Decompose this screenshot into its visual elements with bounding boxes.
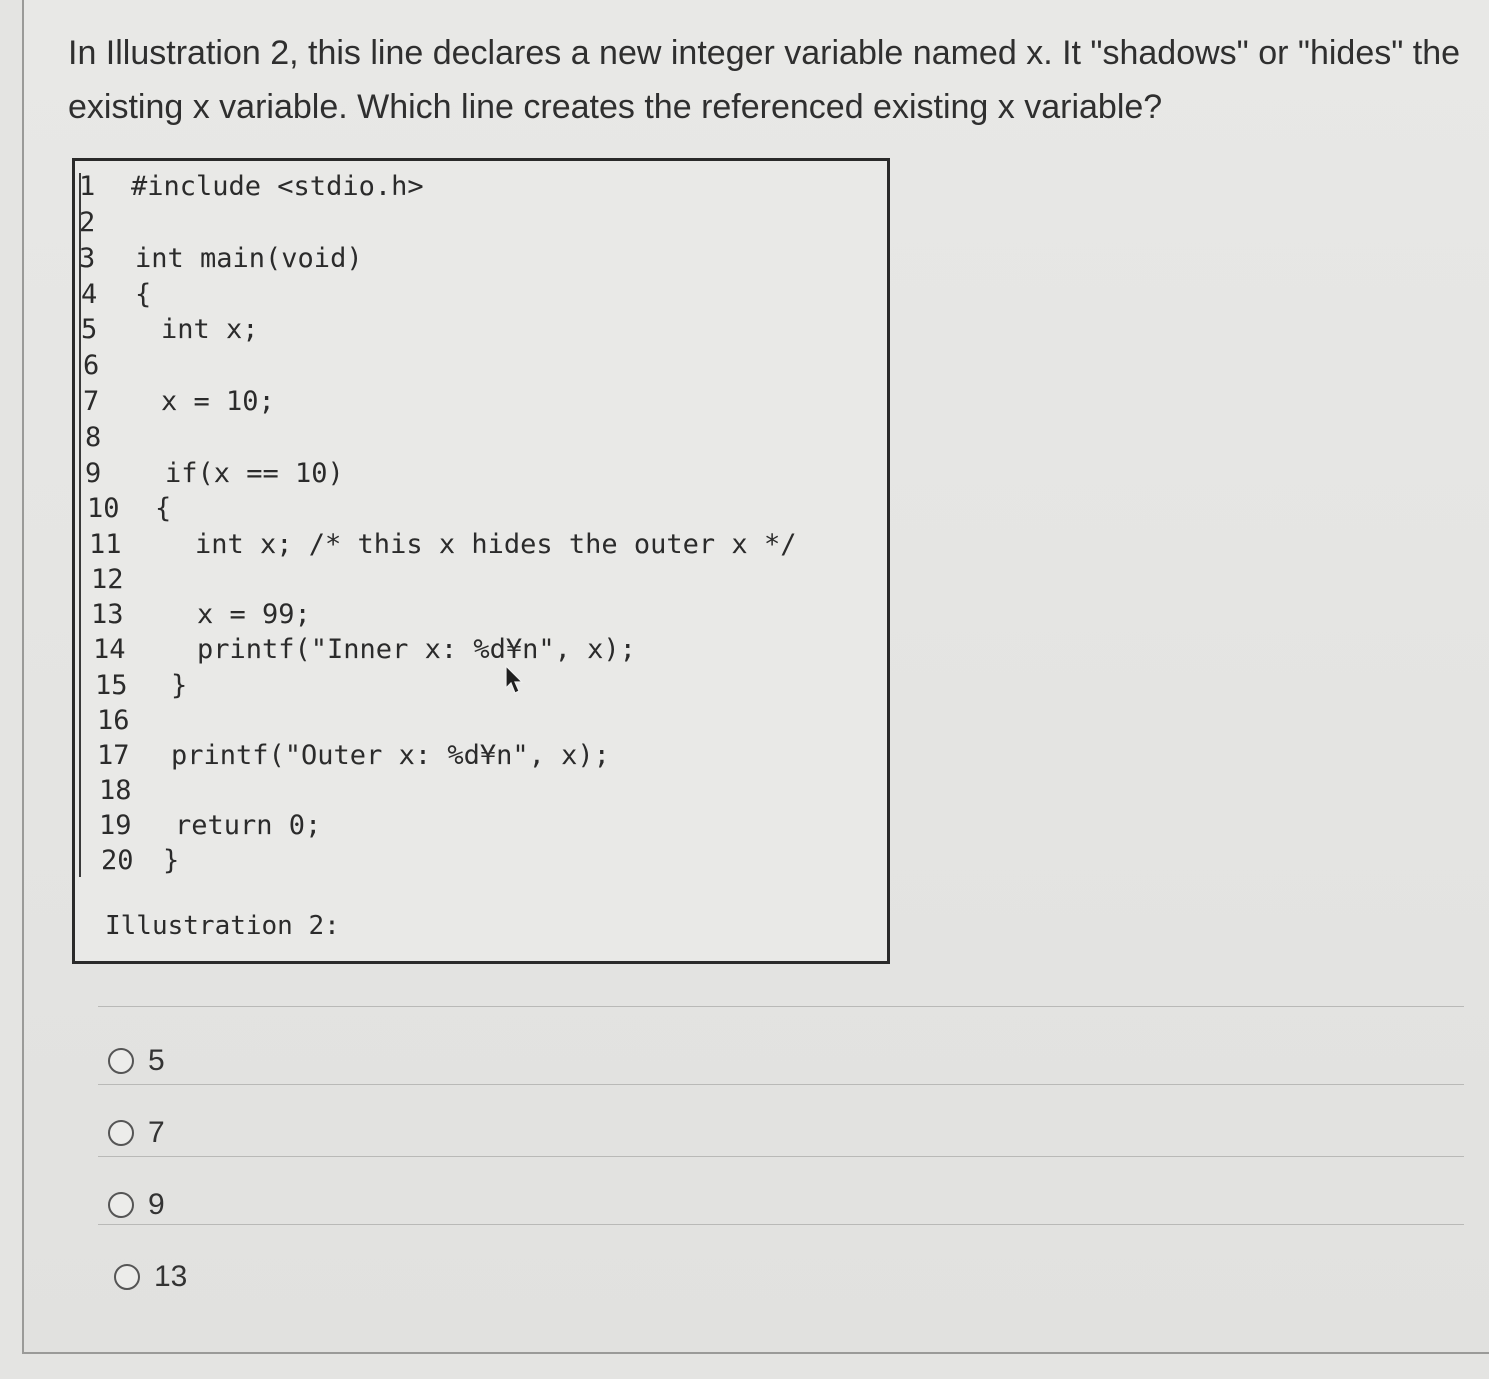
code-line: } — [163, 845, 180, 876]
divider — [98, 1006, 1464, 1007]
line-number: 6 — [83, 350, 100, 381]
code-line: } — [171, 670, 188, 701]
line-number: 15 — [95, 670, 128, 701]
line-number: 3 — [79, 243, 96, 274]
code-line: int main(void) — [135, 243, 363, 274]
line-number: 12 — [91, 564, 124, 595]
answer-option-13[interactable] — [114, 1260, 187, 1294]
radio-unselected-icon[interactable] — [108, 1048, 134, 1074]
divider — [98, 1084, 1464, 1085]
line-number: 5 — [81, 314, 98, 345]
divider — [98, 1224, 1464, 1225]
code-line: { — [135, 279, 152, 310]
code-line: printf("Inner x: %d¥n", x); — [197, 634, 636, 665]
line-number: 20 — [101, 845, 134, 876]
code-figure — [72, 158, 890, 964]
line-number: 16 — [97, 705, 130, 736]
radio-unselected-icon[interactable] — [108, 1120, 134, 1146]
line-number: 4 — [81, 279, 98, 310]
divider — [98, 1156, 1464, 1157]
code-line: int x; /* this x hides the outer x */ — [195, 529, 797, 560]
line-number: 11 — [89, 529, 122, 560]
option-label: 13 — [154, 1260, 188, 1293]
code-line: { — [155, 493, 172, 524]
line-number: 19 — [99, 810, 132, 841]
mouse-pointer-icon — [504, 664, 526, 696]
line-number: 7 — [83, 386, 100, 417]
line-number: 8 — [85, 422, 102, 453]
question-text: In Illustration 2, this line declares a new integer variable named x. It "shadows" or "hides" the existing x variable. Which line creates the referenced existing x variable? — [68, 34, 1461, 126]
line-number: 9 — [85, 458, 102, 489]
line-number: 14 — [93, 634, 126, 665]
option-label: 7 — [148, 1116, 165, 1149]
line-number: 17 — [97, 740, 130, 771]
code-line: if(x == 10) — [165, 458, 344, 489]
line-number: 1 — [79, 171, 96, 202]
code-line: x = 99; — [197, 599, 311, 630]
code-line: #include <stdio.h> — [131, 171, 424, 202]
line-number: 10 — [87, 493, 120, 524]
line-number: 2 — [79, 207, 96, 238]
code-line: x = 10; — [161, 386, 275, 417]
answer-option-7[interactable] — [108, 1116, 165, 1150]
option-label: 9 — [148, 1188, 165, 1221]
code-line: printf("Outer x: %d¥n", x); — [171, 740, 610, 771]
option-label: 5 — [148, 1044, 165, 1077]
figure-caption: Illustration 2: — [105, 911, 340, 941]
code-line: int x; — [161, 314, 259, 345]
radio-unselected-icon[interactable] — [114, 1264, 140, 1290]
line-number: 18 — [99, 775, 132, 806]
line-number: 13 — [91, 599, 124, 630]
code-line: return 0; — [175, 810, 322, 841]
radio-unselected-icon[interactable] — [108, 1192, 134, 1218]
answer-option-5[interactable] — [108, 1044, 165, 1078]
answer-option-9[interactable] — [108, 1188, 165, 1222]
